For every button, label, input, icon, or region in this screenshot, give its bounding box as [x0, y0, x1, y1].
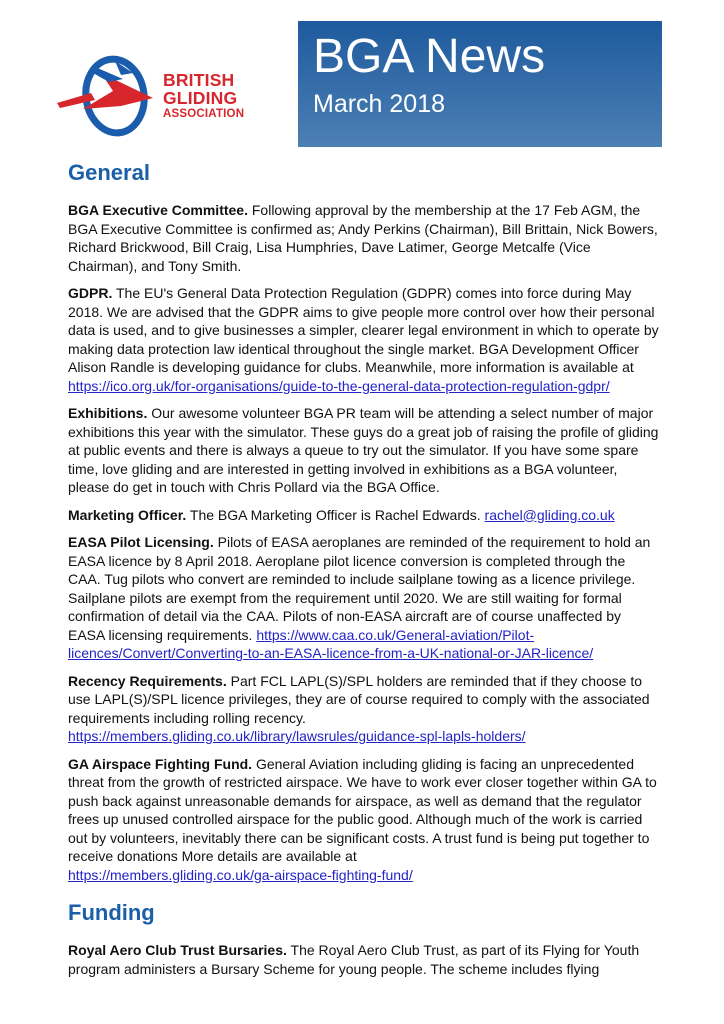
newsletter-banner [298, 21, 662, 147]
logo-line-association: ASSOCIATION [163, 108, 245, 120]
news-paragraph [68, 533, 659, 663]
logo-line-british: BRITISH [163, 70, 235, 90]
paragraph-lead: GDPR. [68, 285, 113, 301]
newsletter-title: BGA News [313, 30, 546, 83]
paragraph-lead: Royal Aero Club Trust Bursaries. [68, 942, 287, 958]
logo-wordmark [163, 71, 244, 121]
paragraph-text: The BGA Marketing Officer is Rachel Edwards. [189, 506, 481, 523]
bga-logo [57, 50, 244, 142]
paragraph-text: Our awesome volunteer BGA PR team will be attending a select number of major exhibitions this year with the simulator. These guys do a great job of raising the profile of gliding at public events and there is always a queue to try out the simulator. If you have some spare time, love gliding and are interested in getting involved in exhibitions as a BGA volunteer, please do get in touch with Chris Pollard via the BGA Office. [68, 405, 659, 495]
paragraph-text: Pilots of EASA aeroplanes are reminded of the requirement to hold an EASA licence by 8 April 2018. Aeroplane pilot licence conversion is completed through the CAA. Tug pilots who convert are reminded to include sailplane towing as a licence privilege. Sailplane pilots are exempt from the requirement until 2020. We are still waiting for formal confirmation of detail via the CAA. Pilots of non-EASA aircraft are of course unaffected by EASA licensing requirements. [68, 534, 651, 643]
news-paragraph [68, 506, 659, 525]
paragraph-link[interactable]: https://members.gliding.co.uk/ga-airspace-fighting-fund/ [68, 866, 413, 883]
news-paragraph [68, 284, 659, 395]
paragraph-text: Following approval by the membership at the 17 Feb AGM, the BGA Executive Committee is confirmed as; Andy Perkins (Chairman), Bill Brittain, Nick Bowers, Richard Brickwood, Bill Craig, Lisa Humphries, Dave Latimer, George Metcalfe (Vice Chairman), and Tony Smith. [68, 202, 658, 274]
newsletter-body [68, 160, 659, 978]
paragraph-lead: Recency Requirements. [68, 672, 227, 689]
paragraph-link[interactable]: rachel@gliding.co.uk [484, 506, 615, 523]
paragraph-lead: BGA Executive Committee. [68, 202, 248, 218]
paragraph-text: Part FCL LAPL(S)/SPL holders are reminded that if they choose to use LAPL(S)/SPL licence privileges, they are of course required to comply with the associated requirements including rolling recency. [68, 672, 650, 726]
paragraph-text: The Royal Aero Club Trust, as part of its Flying for Youth program administers a Bursary Scheme for young people. The scheme includes flying [68, 942, 640, 977]
news-paragraph [68, 404, 659, 497]
news-paragraph [68, 672, 659, 746]
paragraph-lead: Marketing Officer. [68, 506, 187, 523]
paragraph-lead: EASA Pilot Licensing. [68, 534, 214, 550]
newsletter-date: March 2018 [313, 90, 446, 118]
logo-line-gliding: GLIDING [163, 88, 238, 108]
paragraph-lead: Exhibitions. [68, 405, 148, 421]
paragraph-lead: GA Airspace Fighting Fund. [68, 755, 253, 772]
section-heading: General [68, 160, 150, 185]
paragraph-link[interactable]: https://members.gliding.co.uk/library/lawsrules/guidance-spl-lapls-holders/ [68, 728, 526, 744]
paragraph-text: The EU's General Data Protection Regulation (GDPR) comes into force during May 2018. We are advised that the GDPR aims to give people more control over how their personal data is used, and to give businesses a simpler, clearer legal environment in which to operate by making data protection law identical throughout the single market. BGA Development Officer Alison Randle is developing guidance for clubs. Meanwhile, more information is available at [68, 285, 659, 375]
news-paragraph [68, 201, 659, 275]
news-paragraph [68, 755, 659, 885]
news-paragraph [68, 941, 659, 978]
paragraph-link[interactable]: https://www.caa.co.uk/General-aviation/Pilot-licences/Convert/Converting-to-an-EASA-licence-from-a-UK-national-or-JAR-licence/ [68, 626, 594, 661]
section-heading: Funding [68, 900, 155, 925]
glider-icon [57, 50, 157, 142]
paragraph-text: General Aviation including gliding is facing an unprecedented threat from the growth of restricted airspace. We have to work ever closer together within GA to push back against unreasonable demands for airspace, as well as demand that the regulator frees up unused controlled airspace for the public good. Although much of the work is carried out by volunteers, inevitably there can be significant costs. A trust fund is being put together to receive donations More details are available at [68, 755, 657, 864]
paragraph-link[interactable]: https://ico.org.uk/for-organisations/guide-to-the-general-data-protection-regulation-gdpr/ [68, 377, 610, 394]
